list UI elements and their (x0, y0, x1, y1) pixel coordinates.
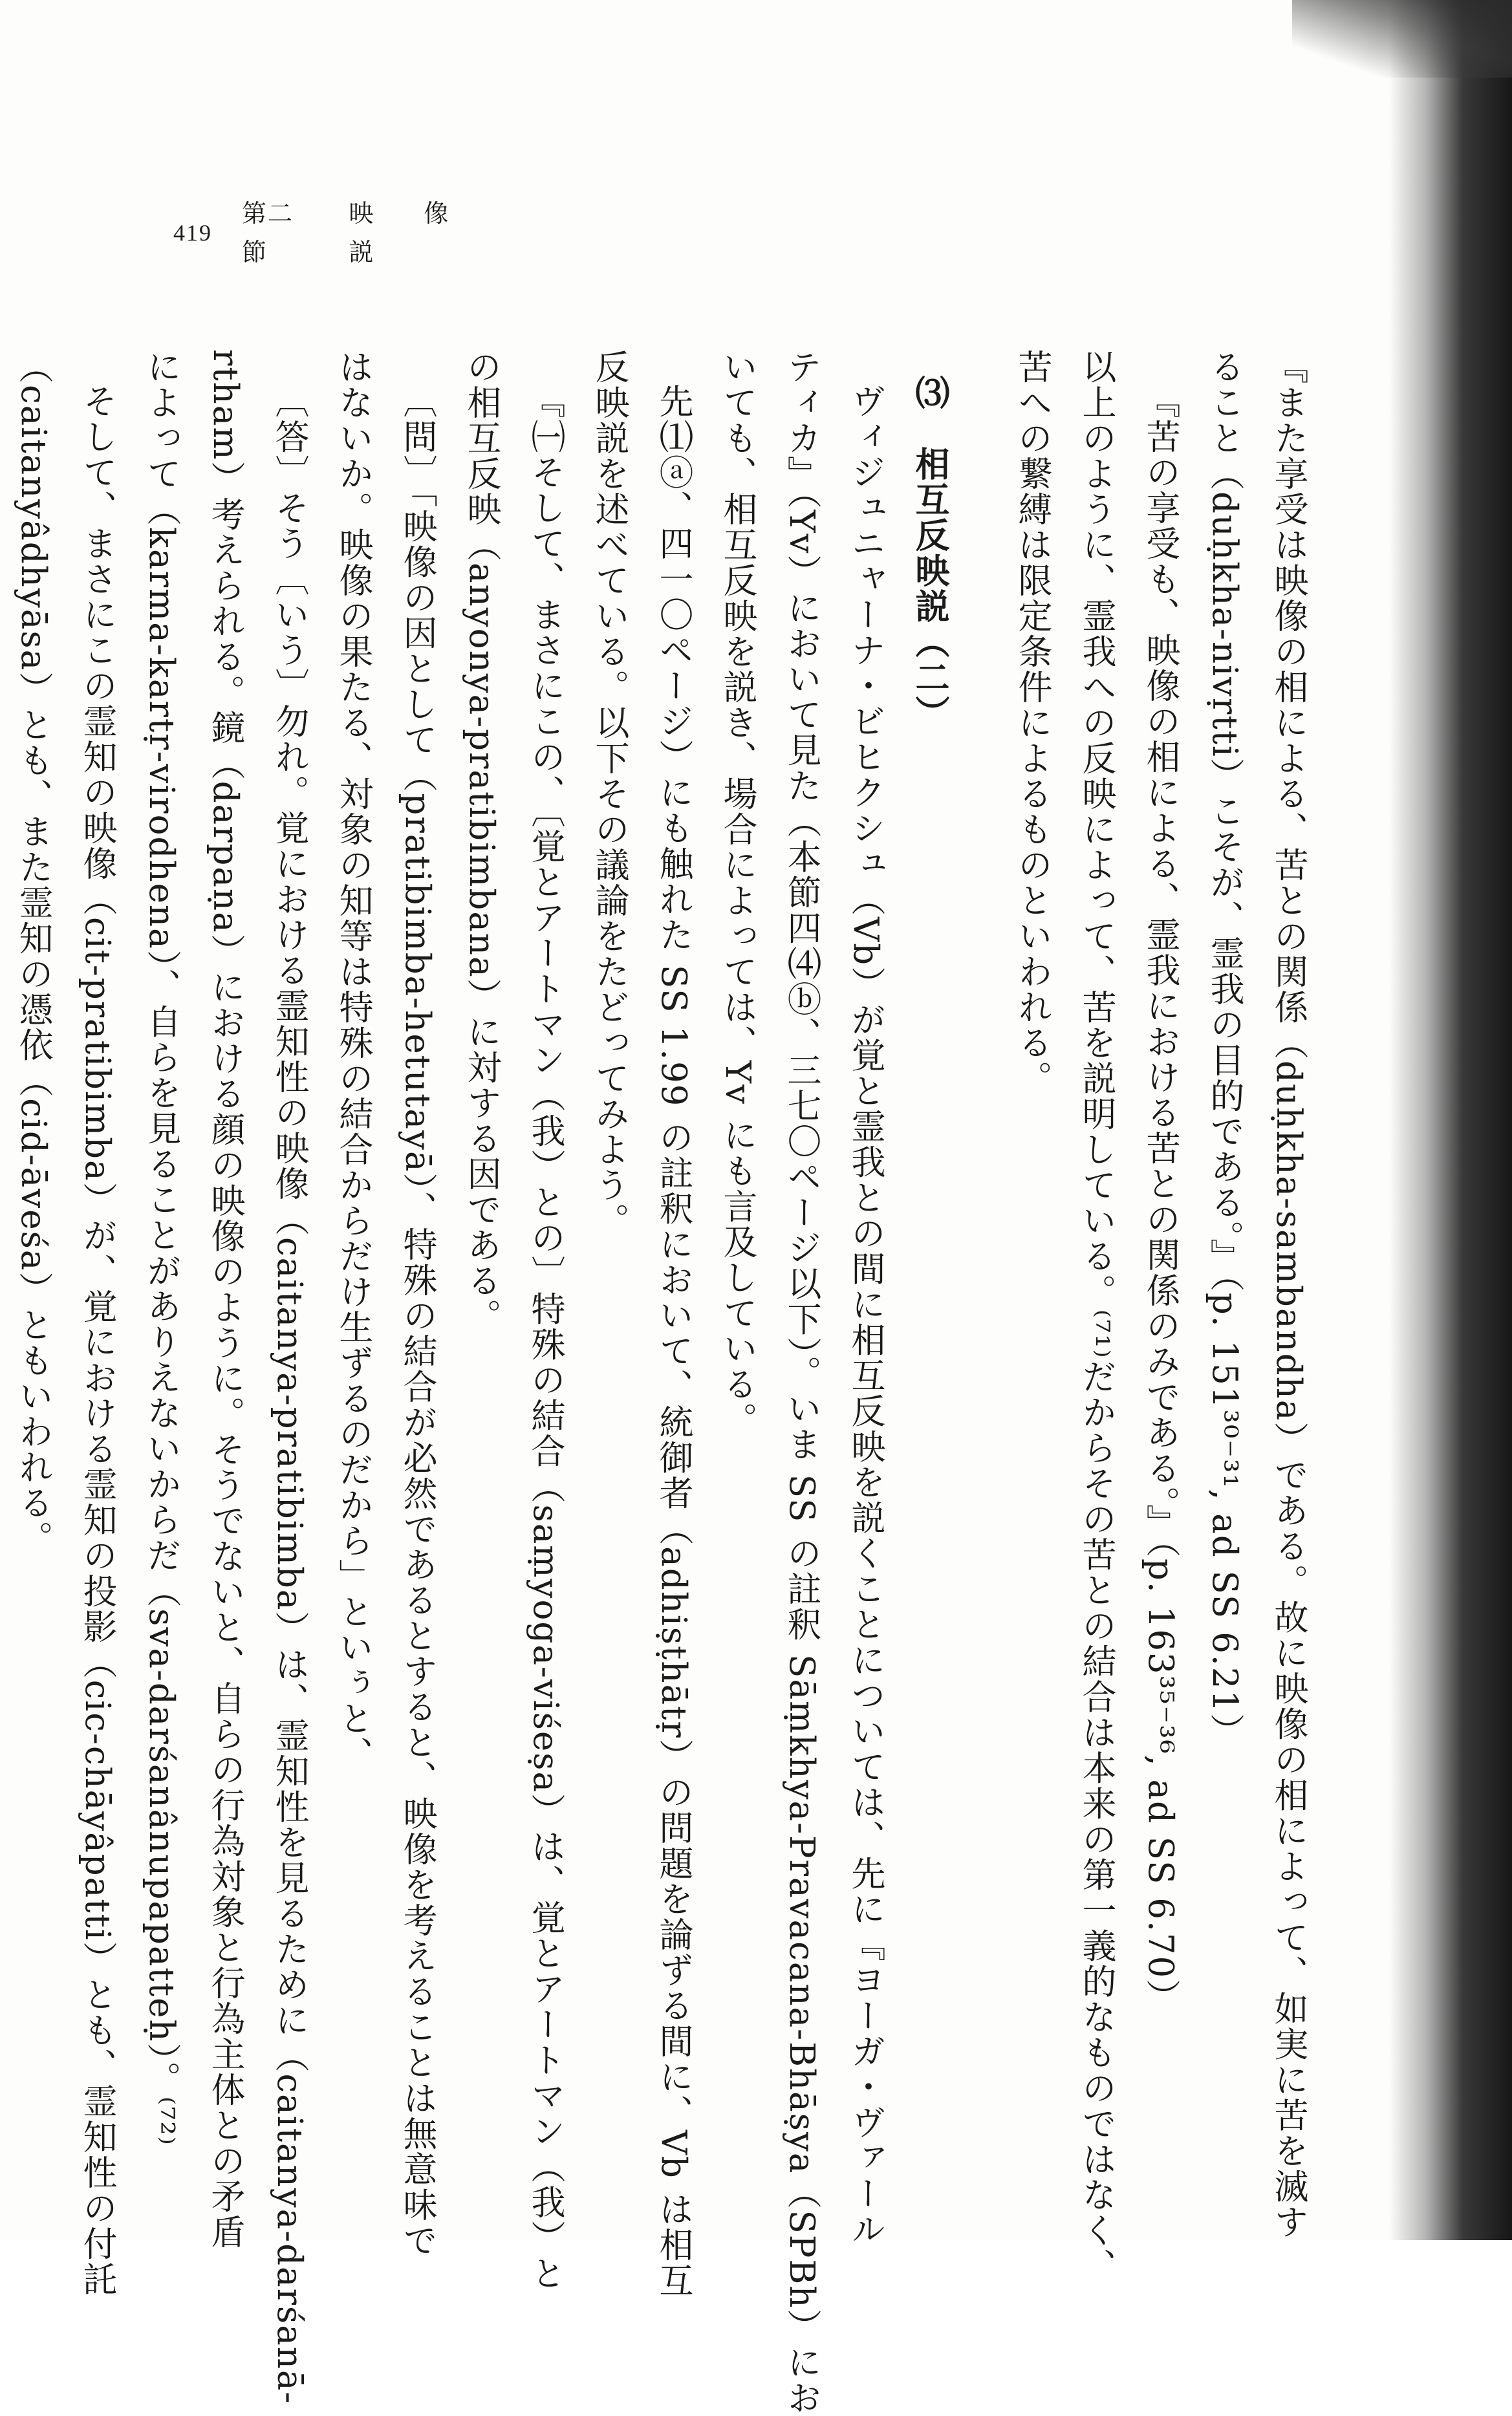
text-column: 反映説を述べている。以下その議論をたどってみよう。 (590, 349, 629, 1238)
text-column: ること（duḥkha-nivṛtti）こそが、霊我の目的である。』（p. 151³⁰⁻³¹, ad SS 6.21） (1205, 349, 1244, 1749)
page-number: 419 (173, 220, 212, 246)
text-column: によって（karma-kartṛ-virodhena）、自らを見ることがありえないからだ（sva-darśanânupapatteḥ）。⁽⁷²⁾ (142, 349, 181, 2146)
text-column: ヴィジュニャーナ・ビヒクシュ（Vb）が覚と霊我との間に相互反映を説くことについては、先に『ヨーガ・ヴァール (846, 383, 885, 2247)
text-column: 〔答〕そう〔いう〕勿れ。覚における霊知性の映像（caitanya-pratibimba）は、霊知性を見るために（caitanya-darśanā- (270, 383, 309, 2405)
section-label: 第二節 (242, 199, 294, 266)
text-column: はないか。映像の果たる、対象の知等は特殊の結合からだけ生ずるのだから」といぅと、 (334, 349, 373, 1772)
column-spacer (962, 349, 1000, 2089)
text-column: 『また享受は映像の相による、苦との関係（duḥkha-sambandha）である。故に映像の相によって、如実に苦を滅す (1269, 349, 1308, 2240)
text-column: 〔問〕「映像の因として（pratibimba-hetutayā）、特殊の結合が必然であるとすると、映像を考えることは無意味で (398, 383, 437, 2259)
text-column: 先⑴ⓐ、四一〇ページ）にも触れた SS 1.99 の註釈において、統御者（adhiṣṭhātṛ）の問題を論ずる間に、Vb は相互 (654, 383, 693, 2298)
section-heading: ⑶ 相互反映説（二） (910, 375, 949, 731)
text-column: 苦への繋縛は限定条件によるものといわれる。 (1013, 349, 1052, 1096)
section-title: 映 像 説 (349, 199, 499, 266)
vertical-body-text (14, 349, 1321, 2416)
text-column: rtham）考えられる。鏡（darpaṇa）における顔の映像のように。そうでないと、自らの行為対象と行為主体との矛盾 (206, 349, 245, 2250)
text-column: いても、相互反映を説き、場合によっては、Yv にも言及している。 (718, 349, 757, 1438)
running-head (173, 199, 535, 266)
text-column: 『苦の享受も、映像の相による、霊我における苦との関係のみである。』（p. 163³⁵⁻³⁶, ad SS 6.70） (1141, 383, 1180, 2015)
page-edge-shadow (1389, 0, 1512, 2240)
text-column: 『㈠そして、まさにこの、〔覚とアートマン（我）との〕特殊の結合（saṃyoga-viśeṣa）は、覚とアートマン（我）と (526, 383, 565, 2292)
text-column: 以上のように、霊我への反映によって、苦を説明している。⁽⁷¹⁾だからその苦との結合は本来の第一義的なものではなく、 (1077, 349, 1116, 2284)
page-corner-shadow (1292, 0, 1512, 78)
text-column: の相互反映（anyonya-pratibimbana）に対する因である。 (462, 349, 501, 1334)
text-column (0, 349, 1, 2089)
text-column: ティカ』（Yv）において見た（本節四⑷ⓑ、三七〇ページ以下）。いま SS の註釈 Sāṃkhya-Pravacana-Bhāṣya（SPBh）にお (782, 349, 821, 2416)
text-column: （caitanyâdhyāsa）とも、また霊知の憑依（cid-āveśa）ともいわれる。 (14, 349, 53, 1557)
text-column: そして、まさにこの霊知の映像（cit-pratibimba）が、覚における霊知の投影（cic-chāyâpatti）とも、霊知性の付託 (78, 383, 117, 2297)
